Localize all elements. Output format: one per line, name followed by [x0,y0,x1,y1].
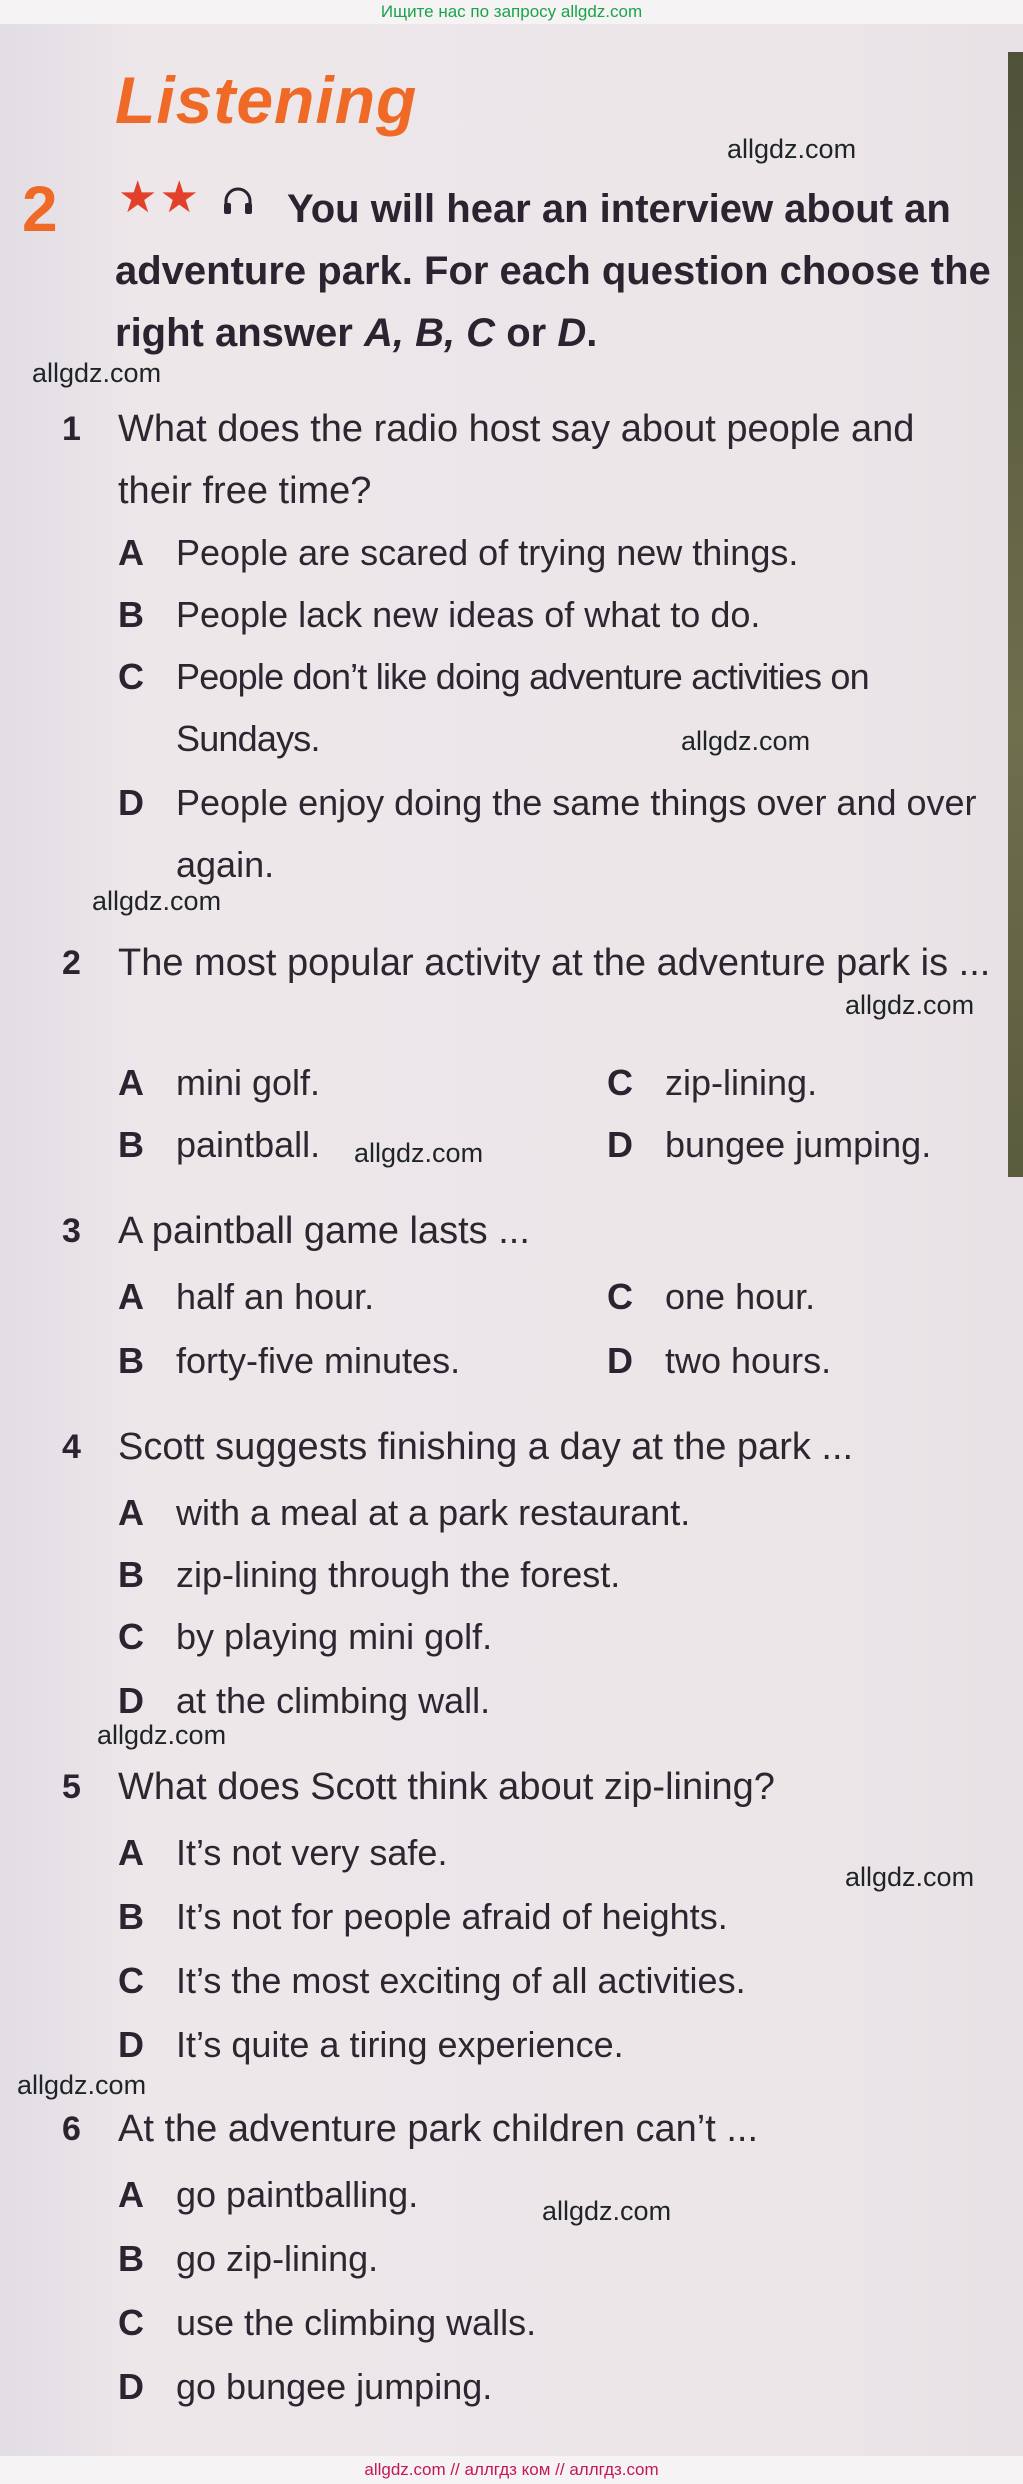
question-text: The most popular activity at the adventure park is ... [118,942,991,984]
option-c: C zip-lining. [607,1062,818,1103]
option-b: B It’s not for people afraid of heights. [118,1896,728,1937]
task-number: 2 [22,173,58,245]
question-text: What does Scott think about zip-lining? [118,1766,775,1808]
section-title: Listening [115,63,418,137]
option-b: B forty-five minutes. [118,1340,461,1381]
option-d: D at the climbing wall. [118,1680,491,1721]
watermark: allgdz.com [97,1720,227,1750]
question-number: 6 [62,2110,81,2148]
option-d: D go bungee jumping. [118,2366,493,2407]
option-b: B People lack new ideas of what to do. [118,594,761,635]
option-a: A People are scared of trying new things. [118,532,799,573]
watermark: allgdz.com [542,2196,672,2226]
watermark: allgdz.com [845,990,975,1020]
option-c: C by playing mini golf. [118,1616,493,1657]
option-c: C one hour. [607,1276,816,1317]
difficulty-stars: ★★ [118,173,201,222]
question-text: A paintball game lasts ... [118,1210,530,1252]
option-a: A with a meal at a park restaurant. [118,1492,691,1533]
watermark: allgdz.com [17,2070,147,2100]
question-text: At the adventure park children can’t ... [118,2108,759,2150]
watermark: allgdz.com [845,1862,975,1892]
watermark: allgdz.com [727,134,857,164]
option-c: C It’s the most exciting of all activities. [118,1960,746,2001]
option-d: D It’s quite a tiring experience. [118,2024,624,2065]
option-a: A It’s not very safe. [118,1832,448,1873]
option-d: D People enjoy doing the same things over and over again. [118,782,977,885]
watermark: allgdz.com [92,886,222,916]
watermark: allgdz.com [681,726,811,756]
option-b: B go zip-lining. [118,2238,379,2279]
question-number: 4 [62,1428,81,1466]
question-text: What does the radio host say about people and their free time? [118,408,915,512]
top-banner: Ищите нас по запросу allgdz.com [0,0,1023,24]
option-d: D two hours. [607,1340,832,1381]
bottom-banner: allgdz.com // аллгдз ком // аллгдз.com [0,2456,1023,2484]
question-number: 2 [62,944,81,982]
task-instruction: You will hear an interview about an adventure park. For each question choose the right answer A, B, C or D. [115,187,991,355]
page-edge-tab [1008,52,1023,1177]
question-text: Scott suggests finishing a day at the park ... [118,1426,854,1468]
question-number: 5 [62,1768,81,1806]
option-b: B paintball. [118,1124,321,1165]
option-a: A go paintballing. [118,2174,419,2215]
option-c: C People don’t like doing adventure activities on Sundays. [118,656,869,759]
watermark: allgdz.com [32,358,162,388]
option-a: A mini golf. [118,1062,321,1103]
question-number: 3 [62,1212,81,1250]
watermark: allgdz.com [354,1138,484,1168]
option-c: C use the climbing walls. [118,2302,537,2343]
option-b: B zip-lining through the forest. [118,1554,621,1595]
option-d: D bungee jumping. [607,1124,932,1165]
option-a: A half an hour. [118,1276,375,1317]
question-number: 1 [62,410,81,448]
